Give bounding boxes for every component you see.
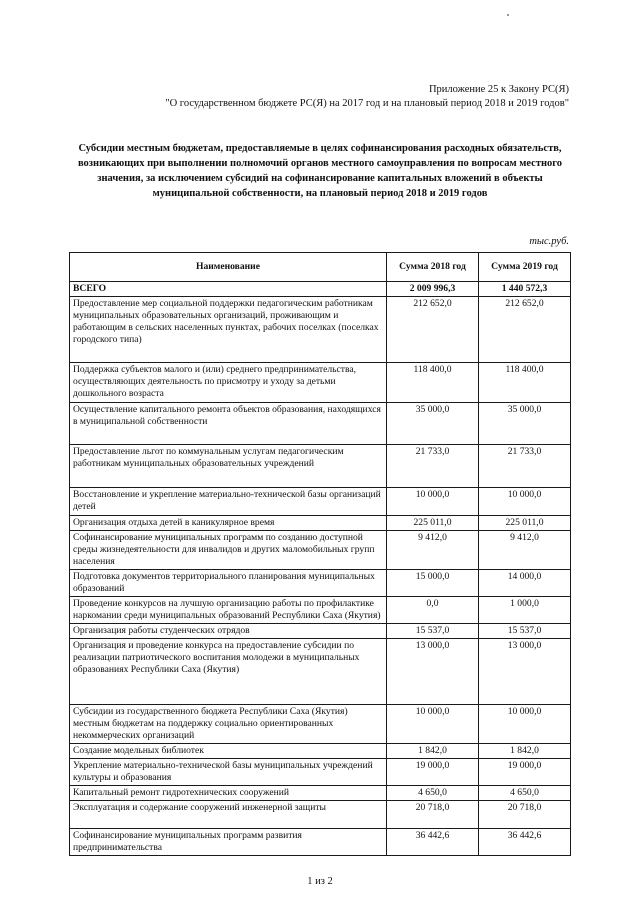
page-number: 1 из 2 bbox=[307, 876, 333, 887]
row-2018: 15 537,0 bbox=[387, 624, 479, 639]
appendix-line-2: "О государственном бюджете РС(Я) на 2017 год и на плановый период 2018 и 2019 годов" bbox=[165, 98, 569, 109]
row-2018: 10 000,0 bbox=[387, 705, 479, 744]
table-row bbox=[70, 759, 571, 786]
table-row bbox=[70, 297, 571, 363]
table-row bbox=[70, 705, 571, 744]
document-title: Субсидии местным бюджетам, предоставляемые в целях софинансирования расходных обязательств, возникающих при выполнении полномочий органов местного самоуправления по вопросам местного значения, за исключением субсидий на софинансирование капитальных вложений в объекты муниципальной собственности, на плановый период 2018 и 2019 годов bbox=[77, 143, 563, 199]
row-2019: 14 000,0 bbox=[479, 570, 571, 597]
row-2018: 21 733,0 bbox=[387, 445, 479, 488]
row-2018: 225 011,0 bbox=[387, 516, 479, 531]
table-row bbox=[70, 363, 571, 403]
row-2019: 225 011,0 bbox=[479, 516, 571, 531]
table-row bbox=[70, 445, 571, 488]
row-name: Проведение конкурсов на лучшую организацию работы по профилактике наркомании среди муниципальных образований Республики Саха (Якутия) bbox=[70, 597, 387, 624]
row-name: Организация работы студенческих отрядов bbox=[70, 624, 387, 639]
row-2018: 35 000,0 bbox=[387, 403, 479, 445]
table-row bbox=[70, 744, 571, 759]
total-2018: 2 009 996,3 bbox=[387, 282, 479, 297]
table-row bbox=[70, 829, 571, 856]
row-2019: 13 000,0 bbox=[479, 639, 571, 705]
table-row bbox=[70, 488, 571, 516]
row-name: Субсидии из государственного бюджета Республики Саха (Якутия) местным бюджетам на поддержку социально ориентированных некоммерческих организаций bbox=[70, 705, 387, 744]
table-row bbox=[70, 624, 571, 639]
row-name: Капитальный ремонт гидротехнических сооружений bbox=[70, 786, 387, 801]
row-2019: 1 842,0 bbox=[479, 744, 571, 759]
row-name: Укрепление материально-технической базы муниципальных учреждений культуры и образования bbox=[70, 759, 387, 786]
row-2019: 118 400,0 bbox=[479, 363, 571, 403]
column-header-2019: Сумма 2019 год bbox=[479, 253, 571, 282]
row-name: Восстановление и укрепление материально-технической базы организаций детей bbox=[70, 488, 387, 516]
row-2018: 10 000,0 bbox=[387, 488, 479, 516]
row-name: Организация и проведение конкурса на предоставление субсидии по реализации патриотического воспитания молодежи в муниципальных образованиях Республики Саха (Якутия) bbox=[70, 639, 387, 705]
row-2019: 4 650,0 bbox=[479, 786, 571, 801]
table-row bbox=[70, 403, 571, 445]
row-name: Поддержка субъектов малого и (или) среднего предпринимательства, осуществляющих деятельность по присмотру и уходу за детьми дошкольного возраста bbox=[70, 363, 387, 403]
row-2019: 19 000,0 bbox=[479, 759, 571, 786]
row-2018: 9 412,0 bbox=[387, 531, 479, 570]
table-row bbox=[70, 639, 571, 705]
row-name: Осуществление капитального ремонта объектов образования, находящихся в муниципальной собственности bbox=[70, 403, 387, 445]
row-2018: 19 000,0 bbox=[387, 759, 479, 786]
row-2018: 15 000,0 bbox=[387, 570, 479, 597]
row-2019: 36 442,6 bbox=[479, 829, 571, 856]
row-name: Софинансирование муниципальных программ по созданию доступной среды жизнедеятельности для инвалидов и других маломобильных групп населения bbox=[70, 531, 387, 570]
row-name: Организация отдыха детей в каникулярное время bbox=[70, 516, 387, 531]
row-2018: 13 000,0 bbox=[387, 639, 479, 705]
appendix-note bbox=[165, 83, 569, 111]
table-row bbox=[70, 570, 571, 597]
column-header-name: Наименование bbox=[70, 253, 387, 282]
table-row bbox=[70, 531, 571, 570]
subsidies-table bbox=[69, 252, 571, 856]
total-2019: 1 440 572,3 bbox=[479, 282, 571, 297]
row-2018: 1 842,0 bbox=[387, 744, 479, 759]
row-2018: 212 652,0 bbox=[387, 297, 479, 363]
total-row bbox=[70, 282, 571, 297]
row-2019: 10 000,0 bbox=[479, 488, 571, 516]
row-2018: 4 650,0 bbox=[387, 786, 479, 801]
row-2019: 15 537,0 bbox=[479, 624, 571, 639]
units-label: тыс.руб. bbox=[529, 236, 569, 247]
row-2018: 0,0 bbox=[387, 597, 479, 624]
table-row bbox=[70, 801, 571, 829]
row-name: Создание модельных библиотек bbox=[70, 744, 387, 759]
appendix-line-1: Приложение 25 к Закону РС(Я) bbox=[428, 84, 569, 95]
row-name: Предоставление льгот по коммунальным услугам педагогическим работникам муниципальных образовательных учреждений bbox=[70, 445, 387, 488]
row-name: Софинансирование муниципальных программ развития предпринимательства bbox=[70, 829, 387, 856]
table-row bbox=[70, 786, 571, 801]
row-2019: 35 000,0 bbox=[479, 403, 571, 445]
row-2018: 20 718,0 bbox=[387, 801, 479, 829]
row-2019: 1 000,0 bbox=[479, 597, 571, 624]
row-2019: 212 652,0 bbox=[479, 297, 571, 363]
table-row bbox=[70, 516, 571, 531]
row-2018: 36 442,6 bbox=[387, 829, 479, 856]
row-name: Предоставление мер социальной поддержки педагогическим работникам муниципальных образовательных организаций, проживающим и работающим в сельских населенных пунктах, рабочих поселках (поселках городского типа) bbox=[70, 297, 387, 363]
row-2019: 9 412,0 bbox=[479, 531, 571, 570]
row-2019: 20 718,0 bbox=[479, 801, 571, 829]
row-2019: 10 000,0 bbox=[479, 705, 571, 744]
row-name: Подготовка документов территориального планирования муниципальных образований bbox=[70, 570, 387, 597]
table-header-row bbox=[70, 253, 571, 282]
column-header-2018: Сумма 2018 год bbox=[387, 253, 479, 282]
total-label: ВСЕГО bbox=[70, 282, 387, 297]
scan-speck bbox=[507, 14, 509, 16]
row-name: Эксплуатация и содержание сооружений инженерной защиты bbox=[70, 801, 387, 829]
row-2019: 21 733,0 bbox=[479, 445, 571, 488]
table-row bbox=[70, 597, 571, 624]
row-2018: 118 400,0 bbox=[387, 363, 479, 403]
